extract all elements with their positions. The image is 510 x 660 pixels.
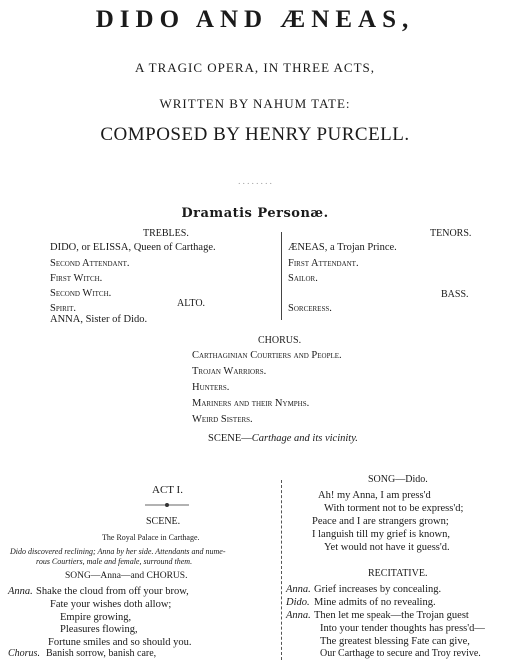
dramatis-personae-heading: Dramatis Personæ. bbox=[181, 206, 329, 221]
opera-title: DIDO AND ÆNEAS, bbox=[95, 6, 415, 33]
tenors-label: TENORS. bbox=[430, 228, 472, 239]
lyric-line: Yet would not have it guess'd. bbox=[324, 542, 450, 553]
lyric-line: Grief increases by concealing. bbox=[314, 584, 442, 595]
chorus-item: Hunters. bbox=[192, 382, 230, 393]
chorus-item: Weird Sisters. bbox=[192, 414, 253, 425]
chorus-item: Mariners and their Nymphs. bbox=[192, 398, 310, 409]
speaker: Anna. bbox=[8, 586, 33, 597]
chorus-item: Carthaginian Courtiers and People. bbox=[192, 350, 342, 361]
lyric-line: Mine admits of no revealing. bbox=[314, 597, 436, 608]
scene-label: SCENE— bbox=[208, 433, 252, 444]
cast-item: First Attendant. bbox=[288, 258, 359, 269]
lyric-line: Then let me speak—the Trojan guest bbox=[314, 610, 469, 621]
cast-column-divider bbox=[281, 232, 282, 320]
ornament-rule bbox=[145, 502, 189, 508]
dido-song-heading: SONG—Dido. bbox=[368, 474, 428, 485]
cast-item: Second Attendant. bbox=[50, 258, 130, 269]
lyric-line: Fate your wishes doth allow; bbox=[50, 599, 172, 610]
cast-item: Second Witch. bbox=[50, 288, 112, 299]
stage-direction: Dido discovered reclining; Anna by her side. Attendants and nume- bbox=[10, 547, 226, 556]
scene-line bbox=[208, 433, 358, 444]
bass-label: BASS. bbox=[441, 289, 469, 300]
lyric-line: Our Carthage to secure and Troy revive. bbox=[320, 648, 481, 659]
act-column-divider bbox=[281, 480, 282, 660]
stage-direction: rous Courtiers, male and female, surround them. bbox=[36, 557, 193, 566]
cast-item: Spirit. bbox=[50, 303, 76, 314]
lyric-line: Shake the cloud from off your brow, bbox=[36, 586, 189, 597]
song-heading: SONG—Anna—and CHORUS. bbox=[65, 571, 188, 581]
lyric-line: Into your tender thoughts has press'd— bbox=[320, 623, 485, 634]
speaker: Chorus. bbox=[8, 648, 40, 659]
cast-item: ÆNEAS, a Trojan Prince. bbox=[288, 242, 397, 253]
lyric-line: Banish sorrow, banish care, bbox=[46, 648, 157, 659]
cast-item: First Witch. bbox=[50, 273, 103, 284]
cast-item: Sailor. bbox=[288, 273, 318, 284]
cast-item: Sorceress. bbox=[288, 303, 332, 314]
writer-credit: WRITTEN BY NAHUM TATE: bbox=[159, 96, 351, 111]
act-title: ACT I. bbox=[152, 484, 183, 496]
recitative-heading: RECITATIVE. bbox=[368, 568, 428, 579]
chorus-item: Trojan Warriors. bbox=[192, 366, 267, 377]
opera-subtitle: A TRAGIC OPERA, IN THREE ACTS, bbox=[134, 60, 376, 75]
speaker: Dido. bbox=[286, 597, 310, 608]
lyric-line: I languish till my grief is known, bbox=[312, 529, 450, 540]
speaker: Anna. bbox=[286, 610, 311, 621]
lyric-line: Pleasures flowing, bbox=[60, 624, 138, 635]
lyric-line: Empire growing, bbox=[60, 612, 132, 623]
scene-location: The Royal Palace in Carthage. bbox=[102, 533, 200, 542]
lyric-line: With torment not to be express'd; bbox=[324, 503, 464, 514]
scene-text: Carthage and its vicinity. bbox=[251, 433, 358, 444]
lyric-line: The greatest blessing Fate can give, bbox=[320, 636, 470, 647]
speaker: Anna. bbox=[286, 584, 311, 595]
alto-label: ALTO. bbox=[177, 298, 206, 309]
ornament-dots: . . . . . . . . bbox=[238, 176, 272, 186]
lyric-line: Fortune smiles and so should you. bbox=[48, 637, 192, 648]
cast-item: ANNA, Sister of Dido. bbox=[50, 314, 148, 325]
lyric-line: Peace and I are strangers grown; bbox=[312, 516, 449, 527]
cast-item: DIDO, or ELISSA, Queen of Carthage. bbox=[50, 242, 216, 253]
chorus-label: CHORUS. bbox=[258, 335, 302, 346]
lyric-line: Ah! my Anna, I am press'd bbox=[318, 490, 431, 501]
scene-heading: SCENE. bbox=[146, 516, 181, 527]
trebles-label: TREBLES. bbox=[143, 228, 189, 239]
composer-credit: COMPOSED BY HENRY PURCELL. bbox=[100, 124, 410, 145]
